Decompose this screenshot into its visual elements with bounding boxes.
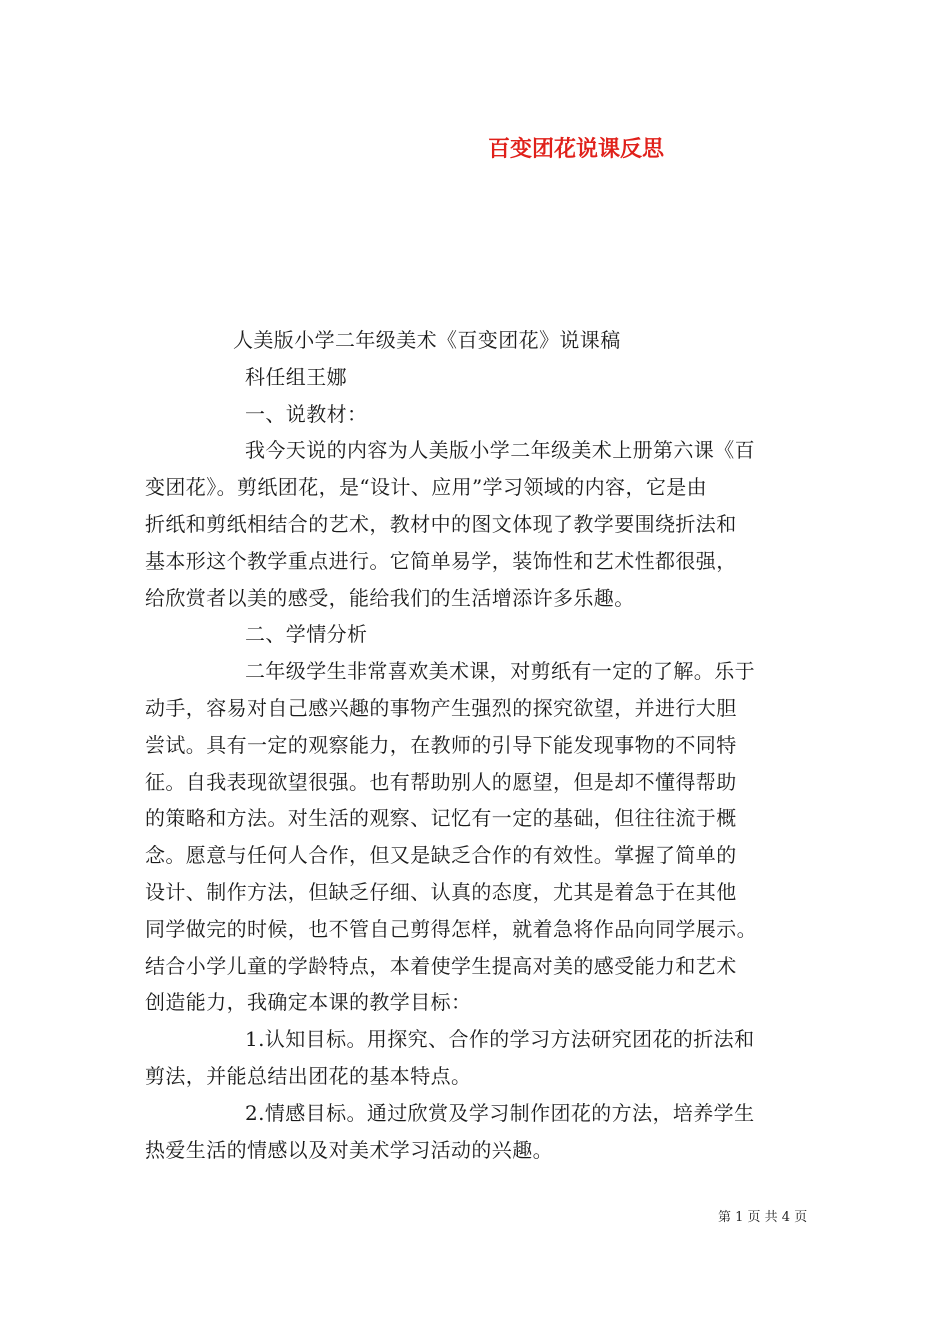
paragraph-line: 热爱生活的情感以及对美术学习活动的兴趣。 <box>145 1137 553 1162</box>
paragraph-line: 2.情感目标。通过欣赏及学习制作团花的方法，培养学生 <box>245 1100 755 1125</box>
document-body <box>145 322 811 1168</box>
paragraph-line: 设计、制作方法，但缺乏仔细、认真的态度，尤其是着急于在其他 <box>145 879 737 904</box>
section-heading-student-analysis: 二、学情分析 <box>245 622 368 647</box>
paragraph-goal-emotional <box>145 1095 811 1169</box>
paragraph-line: 的策略和方法。对生活的观察、记忆有一定的基础，但往往流于概 <box>145 806 737 831</box>
author-line: 科任组王娜 <box>245 364 347 389</box>
paragraph-line: 创造能力，我确定本课的教学目标： <box>145 990 472 1015</box>
document-title: 百变团花说课反思 <box>488 136 665 162</box>
paragraph-line: 基本形这个教学重点进行。它简单易学，装饰性和艺术性都很强， <box>145 548 737 573</box>
paragraph-line: 变团花》。剪纸团花，是“设计、应用”学习领域的内容，它是由 <box>145 475 708 500</box>
paragraph-line: 动手，容易对自己感兴趣的事物产生强烈的探究欲望，并进行大胆 <box>145 695 737 720</box>
paragraph-line: 念。愿意与任何人合作，但又是缺乏合作的有效性。掌握了简单的 <box>145 843 737 868</box>
paragraph-teaching-material <box>145 432 811 616</box>
paragraph-line: 折纸和剪纸相结合的艺术，教材中的图文体现了教学要围绕折法和 <box>145 511 737 536</box>
paragraph-line: 给欣赏者以美的感受，能给我们的生活增添许多乐趣。 <box>145 585 635 610</box>
paragraph-line: 剪法，并能总结出团花的基本特点。 <box>145 1063 472 1088</box>
paragraph-line: 二年级学生非常喜欢美术课，对剪纸有一定的了解。乐于 <box>245 659 755 684</box>
subtitle: 人美版小学二年级美术《百变团花》说课稿 <box>233 328 621 352</box>
paragraph-line: 同学做完的时候，也不管自己剪得怎样，就着急将作品向同学展示。 <box>145 916 757 941</box>
paragraph-line: 结合小学儿童的学龄特点，本着使学生提高对美的感受能力和艺术 <box>145 953 737 978</box>
paragraph-goal-cognitive <box>145 1021 811 1095</box>
paragraph-line: 我今天说的内容为人美版小学二年级美术上册第六课《百 <box>245 438 755 463</box>
paragraph-line: 尝试。具有一定的观察能力，在教师的引导下能发现事物的不同特 <box>145 732 737 757</box>
paragraph-student-analysis <box>145 653 811 1021</box>
paragraph-line: 征。自我表现欲望很强。也有帮助别人的愿望，但是却不懂得帮助 <box>145 769 737 794</box>
paragraph-line: 1.认知目标。用探究、合作的学习方法研究团花的折法和 <box>245 1027 755 1052</box>
page-number-footer: 第 1 页 共 4 页 <box>718 1210 808 1225</box>
section-heading-teaching-material: 一、说教材： <box>245 401 368 426</box>
